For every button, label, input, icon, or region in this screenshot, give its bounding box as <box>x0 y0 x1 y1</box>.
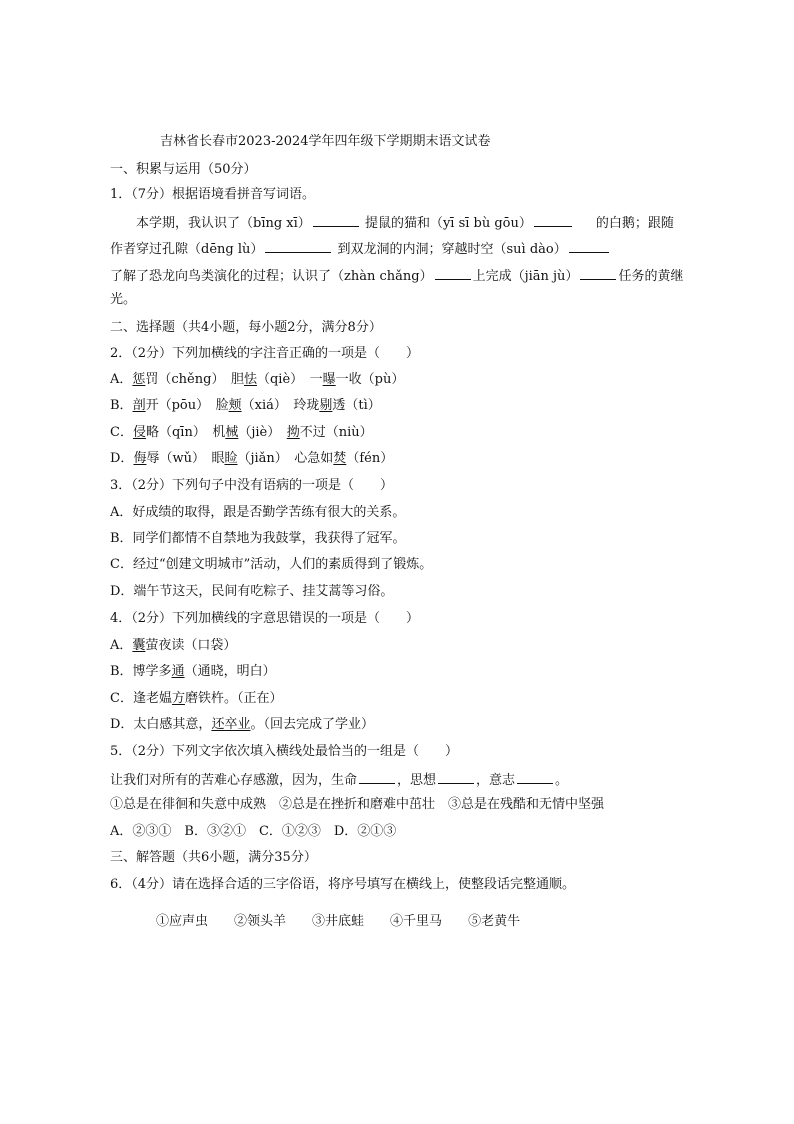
q3-option-a: A．好成绩的取得，跟是否勤学苦练有很大的关系。 <box>110 505 406 520</box>
q1-stem: 1．（7分）根据语境看拼音写词语。 <box>110 187 316 202</box>
q1-text: 提鼠的猫和（yī sī bù gōu） <box>364 216 532 231</box>
q1-text: 的白鹅；跟随 <box>595 216 674 231</box>
q4-option-d: D．太白感其意，还卒业。（回去完成了学业） <box>110 717 374 732</box>
q3-option-c: C．经过“创建文明城市”活动，人们的素质得到了锻炼。 <box>110 557 433 572</box>
q1-line-2 <box>110 240 611 258</box>
q6-item: ⑤老黄牛 <box>468 914 521 929</box>
q5-sentence: 让我们对所有的苦难心存感激，因为，生命 ，思想 ，意志 。 <box>110 773 569 788</box>
answer-blank[interactable] <box>435 267 471 280</box>
q1-line-4: 光。 <box>110 292 137 307</box>
section-heading-3: 三、解答题（共6小题，满分35分） <box>110 850 317 865</box>
q6-item: ②领头羊 <box>234 914 287 929</box>
section-heading-2: 二、选择题（共4小题，每小题2分，满分8分） <box>110 320 382 335</box>
q1-line-1 <box>136 214 674 232</box>
q5-stem: 5．（2分）下列文字依次填入横线处最恰当的一组是（ ） <box>110 744 459 759</box>
q1-line-3 <box>110 267 683 285</box>
q1-text: 了解了恐龙向鸟类演化的过程；认识了（zhàn chǎng） <box>110 269 433 284</box>
q2-option-d: D．侮辱（wǔ） 眼睑（jiǎn） 心急如焚（fén） <box>110 451 394 466</box>
q6-items <box>156 914 520 930</box>
q3-option-b: B．同学们都情不自禁地为我鼓掌，我获得了冠军。 <box>110 531 406 546</box>
q4-option-a: A．囊萤夜读（口袋） <box>110 638 237 653</box>
q6-stem: 6．（4分）请在选择合适的三字俗语，将序号填写在横线上，使整段话完整通顺。 <box>110 877 576 892</box>
q4-option-b: B．博学多通（通晓，明白） <box>110 664 276 679</box>
answer-blank[interactable] <box>534 214 572 227</box>
answer-blank[interactable] <box>580 267 616 280</box>
q2-stem: 2．（2分）下列加横线的字注音正确的一项是（ ） <box>110 346 420 361</box>
q3-stem: 3．（2分）下列句子中没有语病的一项是（ ） <box>110 478 394 493</box>
q6-item: ①应声虫 <box>156 914 209 929</box>
q5-options: ①总是在徘徊和失意中成熟 ②总是在挫折和磨难中茁壮 ③总是在残酷和无情中坚强 <box>110 797 605 812</box>
answer-blank[interactable] <box>313 214 359 227</box>
answer-blank[interactable] <box>438 771 474 784</box>
q2-option-a: A．惩罚（chěng） 胆怯（qiè） 一曝一收（pù） <box>110 372 405 387</box>
q4-stem: 4．（2分）下列加横线的字意思错误的一项是（ ） <box>110 611 420 626</box>
q2-option-c: C．侵略（qīn） 机械（jiè） 拗不过（niù） <box>110 425 373 440</box>
q1-text: 作者穿过孔隙（dēng lù） <box>110 242 264 257</box>
q1-text: 到双龙洞的内洞；穿越时空（suì dào） <box>337 242 567 257</box>
q6-item: ③井底蛙 <box>312 914 365 929</box>
q1-text: 任务的黄继 <box>618 269 684 284</box>
answer-blank[interactable] <box>359 771 395 784</box>
answer-blank[interactable] <box>569 240 609 253</box>
q1-text: 本学期，我认识了（bīng xī） <box>136 216 311 231</box>
q4-option-c: C．逢老媪方磨铁杵。（正在） <box>110 691 283 706</box>
q3-option-d: D．端午节这天，民间有吃粽子、挂艾蒿等习俗。 <box>110 584 394 599</box>
q6-item: ④千里马 <box>390 914 443 929</box>
q1-text: 上完成（jiān jù） <box>472 269 579 284</box>
answer-blank[interactable] <box>517 771 553 784</box>
answer-blank[interactable] <box>265 240 331 253</box>
exam-title: 吉林省长春市2023-2024学年四年级下学期期末语文试卷 <box>160 134 491 149</box>
section-heading-1: 一、积累与运用（50分） <box>110 162 257 177</box>
q5-choices: A．②③① B．③②① C．①②③ D．②①③ <box>110 824 397 839</box>
q2-option-b: B．剖开（pōu） 脸颊（xiá） 玲珑剔透（tì） <box>110 398 381 413</box>
